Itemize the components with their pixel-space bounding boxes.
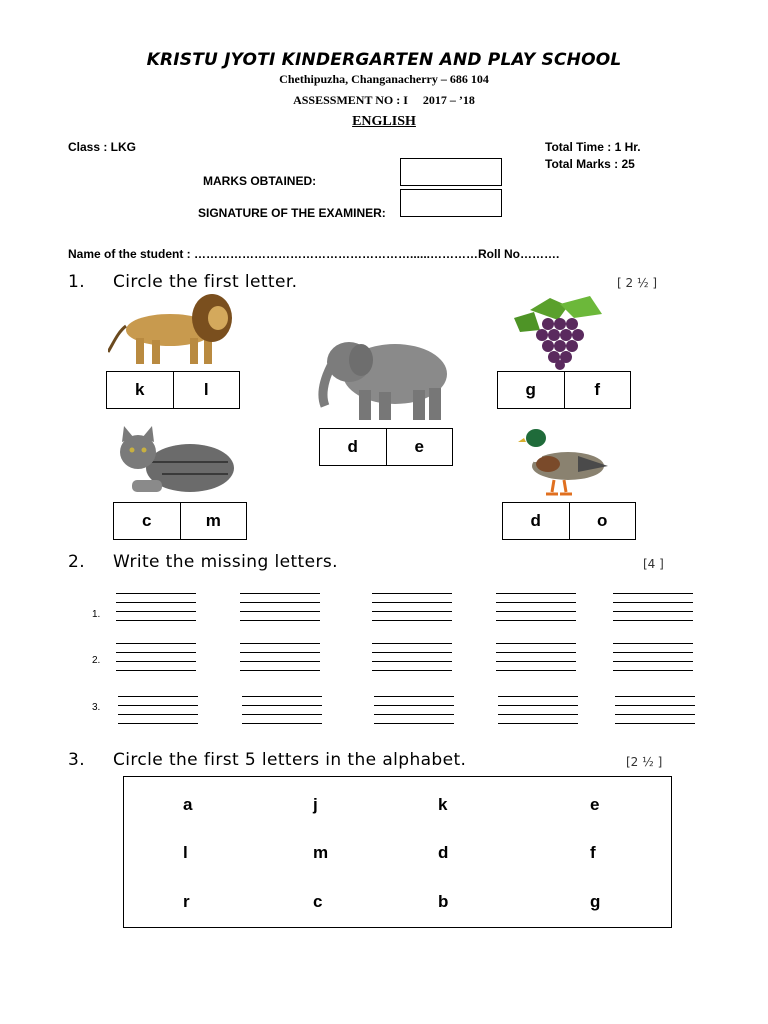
writing-lines[interactable] xyxy=(496,593,576,629)
question-2-text: Write the missing letters. xyxy=(113,552,338,572)
elephant-picture xyxy=(315,334,453,422)
school-name: KRISTU JYOTI KINDERGARTEN AND PLAY SCHOOL xyxy=(146,50,622,70)
writing-lines[interactable] xyxy=(240,593,320,629)
letter-choice[interactable]: e xyxy=(386,429,453,465)
question-1 xyxy=(68,272,668,294)
writing-lines[interactable] xyxy=(118,696,198,732)
alphabet-letter[interactable]: e xyxy=(590,795,600,814)
row-label: 1. xyxy=(92,609,101,620)
writing-lines[interactable] xyxy=(374,696,454,732)
class-label: Class : LKG xyxy=(68,140,137,154)
letter-choice[interactable]: g xyxy=(525,380,536,399)
question-1-number: 1. xyxy=(68,272,86,292)
cat-picture xyxy=(112,422,236,496)
subject-label: ENGLISH xyxy=(352,114,416,129)
alphabet-letter[interactable]: r xyxy=(183,892,190,911)
writing-lines[interactable] xyxy=(615,696,695,732)
alphabet-letter[interactable]: d xyxy=(438,843,449,862)
question-3-text: Circle the first 5 letters in the alphabet. xyxy=(113,750,467,770)
alphabet-letter[interactable]: b xyxy=(438,892,449,911)
alphabet-letter[interactable]: a xyxy=(183,795,193,814)
writing-lines[interactable] xyxy=(372,593,452,629)
elephant-letter-choices xyxy=(319,428,453,466)
letter-choice[interactable]: k xyxy=(135,380,145,399)
question-2-number: 2. xyxy=(68,552,86,572)
signature-box[interactable] xyxy=(400,189,502,217)
marks-obtained-label: MARKS OBTAINED: xyxy=(203,174,317,188)
writing-lines[interactable] xyxy=(240,643,320,679)
question-1-text: Circle the first letter. xyxy=(113,272,298,292)
cat-letter-choices xyxy=(113,502,247,540)
writing-lines[interactable] xyxy=(498,696,578,732)
alphabet-letter[interactable]: l xyxy=(183,843,188,862)
duck-picture xyxy=(518,426,610,498)
subject-heading xyxy=(0,114,768,130)
lion-letter-choices xyxy=(106,371,240,409)
letter-choice[interactable]: d xyxy=(347,437,358,456)
question-3 xyxy=(68,750,668,772)
writing-lines[interactable] xyxy=(242,696,322,732)
row-label: 3. xyxy=(92,702,101,713)
alphabet-letter[interactable]: c xyxy=(313,892,323,911)
writing-lines[interactable] xyxy=(613,643,693,679)
lion-picture xyxy=(108,292,236,370)
letter-choice[interactable]: m xyxy=(180,503,247,539)
letter-choice[interactable]: l xyxy=(173,372,240,408)
duck-letter-choices xyxy=(502,502,636,540)
writing-lines[interactable] xyxy=(116,593,196,629)
question-2 xyxy=(68,552,668,574)
grapes-letter-choices xyxy=(497,371,631,409)
question-3-number: 3. xyxy=(68,750,86,770)
question-3-marks: [2 ½ ] xyxy=(626,755,663,769)
alphabet-grid xyxy=(123,776,672,928)
letter-choice[interactable]: d xyxy=(530,511,541,530)
alphabet-letter[interactable]: j xyxy=(313,795,318,814)
letter-choice[interactable]: c xyxy=(142,511,152,530)
alphabet-letter[interactable]: f xyxy=(590,843,596,862)
question-1-marks: [ 2 ½ ] xyxy=(617,276,658,290)
writing-lines[interactable] xyxy=(116,643,196,679)
letter-choice[interactable]: f xyxy=(564,372,631,408)
question-2-marks: [4 ] xyxy=(643,557,664,571)
total-marks: Total Marks : 25 xyxy=(545,157,635,171)
marks-obtained-box[interactable] xyxy=(400,158,502,186)
signature-label: SIGNATURE OF THE EXAMINER: xyxy=(198,206,386,220)
alphabet-letter[interactable]: k xyxy=(438,795,448,814)
total-time: Total Time : 1 Hr. xyxy=(545,140,641,154)
grapes-picture xyxy=(510,294,605,370)
assessment-title: ASSESSMENT NO : I 2017 – ’18 xyxy=(293,93,475,107)
student-name-line[interactable]: Name of the student : ………………………………………………......…………Roll No………. xyxy=(68,247,560,261)
writing-lines[interactable] xyxy=(372,643,452,679)
school-address: Chethipuzha, Changanacherry – 686 104 xyxy=(279,72,489,86)
writing-lines[interactable] xyxy=(613,593,693,629)
alphabet-letter[interactable]: g xyxy=(590,892,601,911)
letter-choice[interactable]: o xyxy=(569,503,636,539)
alphabet-letter[interactable]: m xyxy=(313,843,329,862)
row-label: 2. xyxy=(92,655,101,666)
writing-lines[interactable] xyxy=(496,643,576,679)
